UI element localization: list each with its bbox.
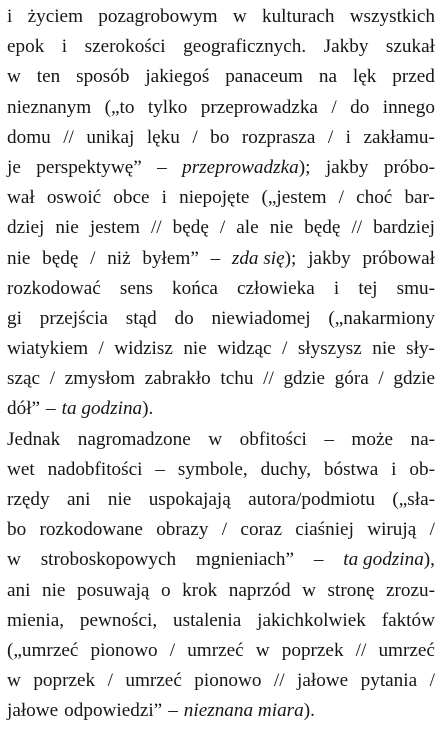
word: /	[98, 338, 104, 360]
word: /	[192, 126, 198, 148]
word: domu	[7, 126, 51, 148]
text-line	[7, 425, 435, 455]
word: –	[313, 549, 324, 571]
word: próbo-	[383, 156, 435, 178]
text-line	[7, 576, 435, 606]
text-line	[7, 123, 435, 153]
word: słyszysz	[297, 338, 362, 360]
word: do	[350, 96, 370, 118]
word: rozkodowane	[39, 519, 143, 541]
word: umrzeć	[378, 639, 435, 661]
text-line	[7, 274, 435, 304]
word: jakiegoś	[145, 66, 210, 88]
word: jakichkolwiek	[257, 609, 366, 631]
word: („jestem	[261, 187, 327, 209]
word: końca	[172, 277, 218, 299]
word: /	[282, 338, 288, 360]
word: stroboskopowych	[40, 549, 177, 571]
word: jałowe	[297, 670, 349, 692]
word: przed	[392, 66, 435, 88]
word: tchu	[220, 368, 254, 390]
word: („umrzeć	[7, 639, 79, 661]
word: obfitości	[239, 428, 307, 450]
word: niż	[107, 247, 131, 269]
word: tej	[358, 277, 378, 299]
word: życiem	[27, 6, 83, 27]
word: ani	[7, 579, 31, 601]
word: odpowiedzi”	[64, 700, 163, 722]
text-line	[7, 2, 435, 32]
word: epok	[7, 36, 45, 58]
word: poprzek	[281, 639, 344, 661]
text-line	[7, 606, 435, 636]
word: kulturach	[261, 6, 335, 27]
text-line	[7, 455, 435, 485]
word: nie	[372, 338, 396, 360]
word: mgnieniach”	[195, 549, 294, 571]
word: naprzód	[228, 579, 291, 601]
word: ten	[36, 66, 61, 88]
word: jałowe	[7, 700, 59, 722]
text-line	[7, 485, 435, 515]
text-line	[7, 153, 435, 183]
word: („sła-	[392, 489, 435, 510]
word: Jednak	[7, 428, 61, 450]
word: /	[378, 368, 384, 390]
word: bo	[7, 519, 27, 541]
word: może	[351, 428, 393, 450]
word: //	[273, 670, 285, 692]
word: wiatykiem	[7, 338, 88, 360]
word: widząc	[217, 338, 272, 360]
word: i	[161, 187, 167, 209]
word: niewiadomej	[211, 307, 311, 329]
word: nie	[183, 338, 207, 360]
text-line	[7, 364, 435, 394]
word: Jakby	[323, 36, 369, 58]
word: innego	[382, 96, 435, 118]
word: na	[318, 66, 338, 88]
word: rozprasza	[241, 126, 316, 148]
word: –	[324, 428, 334, 450]
word: perspektywę”	[36, 156, 142, 178]
word: pewności,	[79, 609, 158, 631]
word: bo	[210, 126, 230, 148]
word: /	[169, 639, 176, 661]
word: przejścia	[39, 307, 108, 329]
word: w	[232, 6, 247, 27]
word: –	[46, 398, 56, 420]
word: i	[7, 6, 13, 27]
word: człowieka	[236, 277, 315, 299]
word: przeprowadzka);	[182, 156, 311, 178]
word: i	[391, 458, 397, 480]
text-line	[7, 394, 435, 424]
word: smu-	[396, 277, 435, 299]
word: –	[168, 700, 178, 722]
word: symbole,	[177, 458, 248, 480]
text-line	[7, 32, 435, 62]
word: w	[7, 549, 21, 571]
word: i	[61, 36, 68, 58]
word: –	[155, 458, 165, 480]
word: ta godzina),	[343, 549, 435, 571]
word: w	[302, 579, 316, 601]
text-line	[7, 183, 435, 213]
word: lęku	[146, 126, 180, 148]
word: nagromadzone	[77, 428, 191, 450]
word: /	[107, 670, 113, 692]
word: autora/podmiotu	[248, 489, 375, 510]
word: nieznanym	[7, 96, 92, 118]
word: nie	[41, 579, 66, 601]
word: bardziej	[373, 217, 435, 239]
word: będę	[172, 217, 209, 239]
word: jakby	[325, 156, 369, 178]
word: sposób	[76, 66, 130, 88]
word: –	[210, 247, 221, 269]
word: //	[263, 368, 274, 390]
word: dziej	[7, 217, 45, 239]
word: zabrakło	[144, 368, 211, 390]
word: nadobfitości	[47, 458, 143, 480]
word: umrzeć	[125, 670, 182, 692]
word: lęk	[352, 66, 377, 88]
word: wirują	[367, 519, 417, 541]
word: nie	[107, 489, 132, 510]
word: /	[221, 519, 228, 541]
word: w	[208, 428, 223, 450]
text-line	[7, 334, 435, 364]
word: obce	[113, 187, 150, 209]
word: /	[219, 217, 226, 239]
word: ustalenia	[173, 609, 242, 631]
word: panaceum	[225, 66, 303, 88]
text-line	[7, 515, 435, 545]
text-line	[7, 696, 435, 726]
word: choć	[356, 187, 393, 209]
word: szukał	[385, 36, 435, 58]
word: w	[7, 66, 21, 88]
word: sząc	[7, 368, 41, 390]
word: sły-	[406, 338, 435, 360]
text-line	[7, 636, 435, 666]
text-line	[7, 666, 435, 696]
text-line	[7, 244, 435, 274]
word: zmysłom	[64, 368, 136, 390]
word: ale	[236, 217, 259, 239]
word: krok	[182, 579, 218, 601]
word: pytania	[360, 670, 418, 692]
word: będę	[42, 247, 79, 269]
word: poprzek	[33, 670, 96, 692]
word: faktów	[381, 609, 435, 631]
word: pionowo	[194, 670, 262, 692]
word: do	[174, 307, 194, 329]
word: –	[157, 156, 167, 178]
word: geograficznych.	[183, 36, 307, 58]
word: //	[355, 639, 367, 661]
text-line	[7, 213, 435, 243]
word: szerokości	[84, 36, 166, 58]
word: coraz	[240, 519, 282, 541]
word: /	[429, 670, 435, 692]
word: posuwają	[76, 579, 150, 601]
word: dół”	[7, 398, 41, 420]
word: nie	[7, 247, 31, 269]
word: zakłamu-	[363, 126, 435, 148]
word: („nakarmiony	[328, 307, 435, 329]
word: przeprowadzka	[200, 96, 318, 118]
word: ob-	[409, 458, 435, 480]
word: góra	[334, 368, 369, 390]
word: zrozu-	[385, 579, 435, 601]
word: /	[429, 519, 435, 541]
text-line	[7, 304, 435, 334]
word: będę	[304, 217, 341, 239]
word: byłem”	[142, 247, 199, 269]
word: i	[333, 277, 340, 299]
word: bar-	[404, 187, 435, 209]
word: ciaśniej	[295, 519, 354, 541]
text-line	[7, 93, 435, 123]
word: /	[331, 96, 337, 118]
word: sens	[119, 277, 153, 299]
word: mienia,	[7, 609, 65, 631]
word: wał	[7, 187, 35, 209]
word: //	[150, 217, 162, 239]
word: /	[90, 247, 96, 269]
word: na-	[410, 428, 435, 450]
word: gdzie	[283, 368, 326, 390]
word: gi	[7, 307, 22, 329]
word: o	[160, 579, 171, 601]
word: stronę	[327, 579, 375, 601]
word: ani	[67, 489, 91, 510]
word: gdzie	[393, 368, 435, 390]
word: jestem	[89, 217, 140, 239]
word: widzisz	[114, 338, 173, 360]
word: zda się);	[231, 247, 297, 269]
word: w	[255, 639, 270, 661]
word: próbował	[362, 247, 435, 269]
word: umrzeć	[187, 639, 244, 661]
word: pionowo	[90, 639, 158, 661]
word: („to	[104, 96, 135, 118]
word: ta godzina).	[61, 398, 154, 420]
word: /	[327, 126, 334, 148]
word: //	[63, 126, 74, 148]
word: bóstwa	[323, 458, 379, 480]
word: uspokajają	[148, 489, 231, 510]
word: duchy,	[260, 458, 312, 480]
word: niepojęte	[179, 187, 250, 209]
word: unikaj	[86, 126, 135, 148]
word: w	[7, 670, 21, 692]
word: je	[7, 156, 21, 178]
word: rozkodować	[7, 277, 101, 299]
word: /	[338, 187, 344, 209]
word: nie	[269, 217, 294, 239]
word: i	[345, 126, 351, 148]
text-line	[7, 545, 435, 575]
word: oswoić	[46, 187, 102, 209]
word: obrazy	[156, 519, 209, 541]
word: //	[351, 217, 363, 239]
word: jakby	[308, 247, 351, 269]
word: nieznana miara).	[183, 700, 315, 722]
word: stąd	[125, 307, 157, 329]
word: wet	[7, 458, 35, 480]
word: nie	[55, 217, 79, 239]
body-text	[7, 2, 435, 727]
word: wszystkich	[349, 6, 435, 27]
word: /	[49, 368, 56, 390]
word: tylko	[147, 96, 188, 118]
word: rzędy	[7, 489, 50, 510]
text-line	[7, 62, 435, 92]
word: pozagrobowym	[98, 6, 218, 27]
